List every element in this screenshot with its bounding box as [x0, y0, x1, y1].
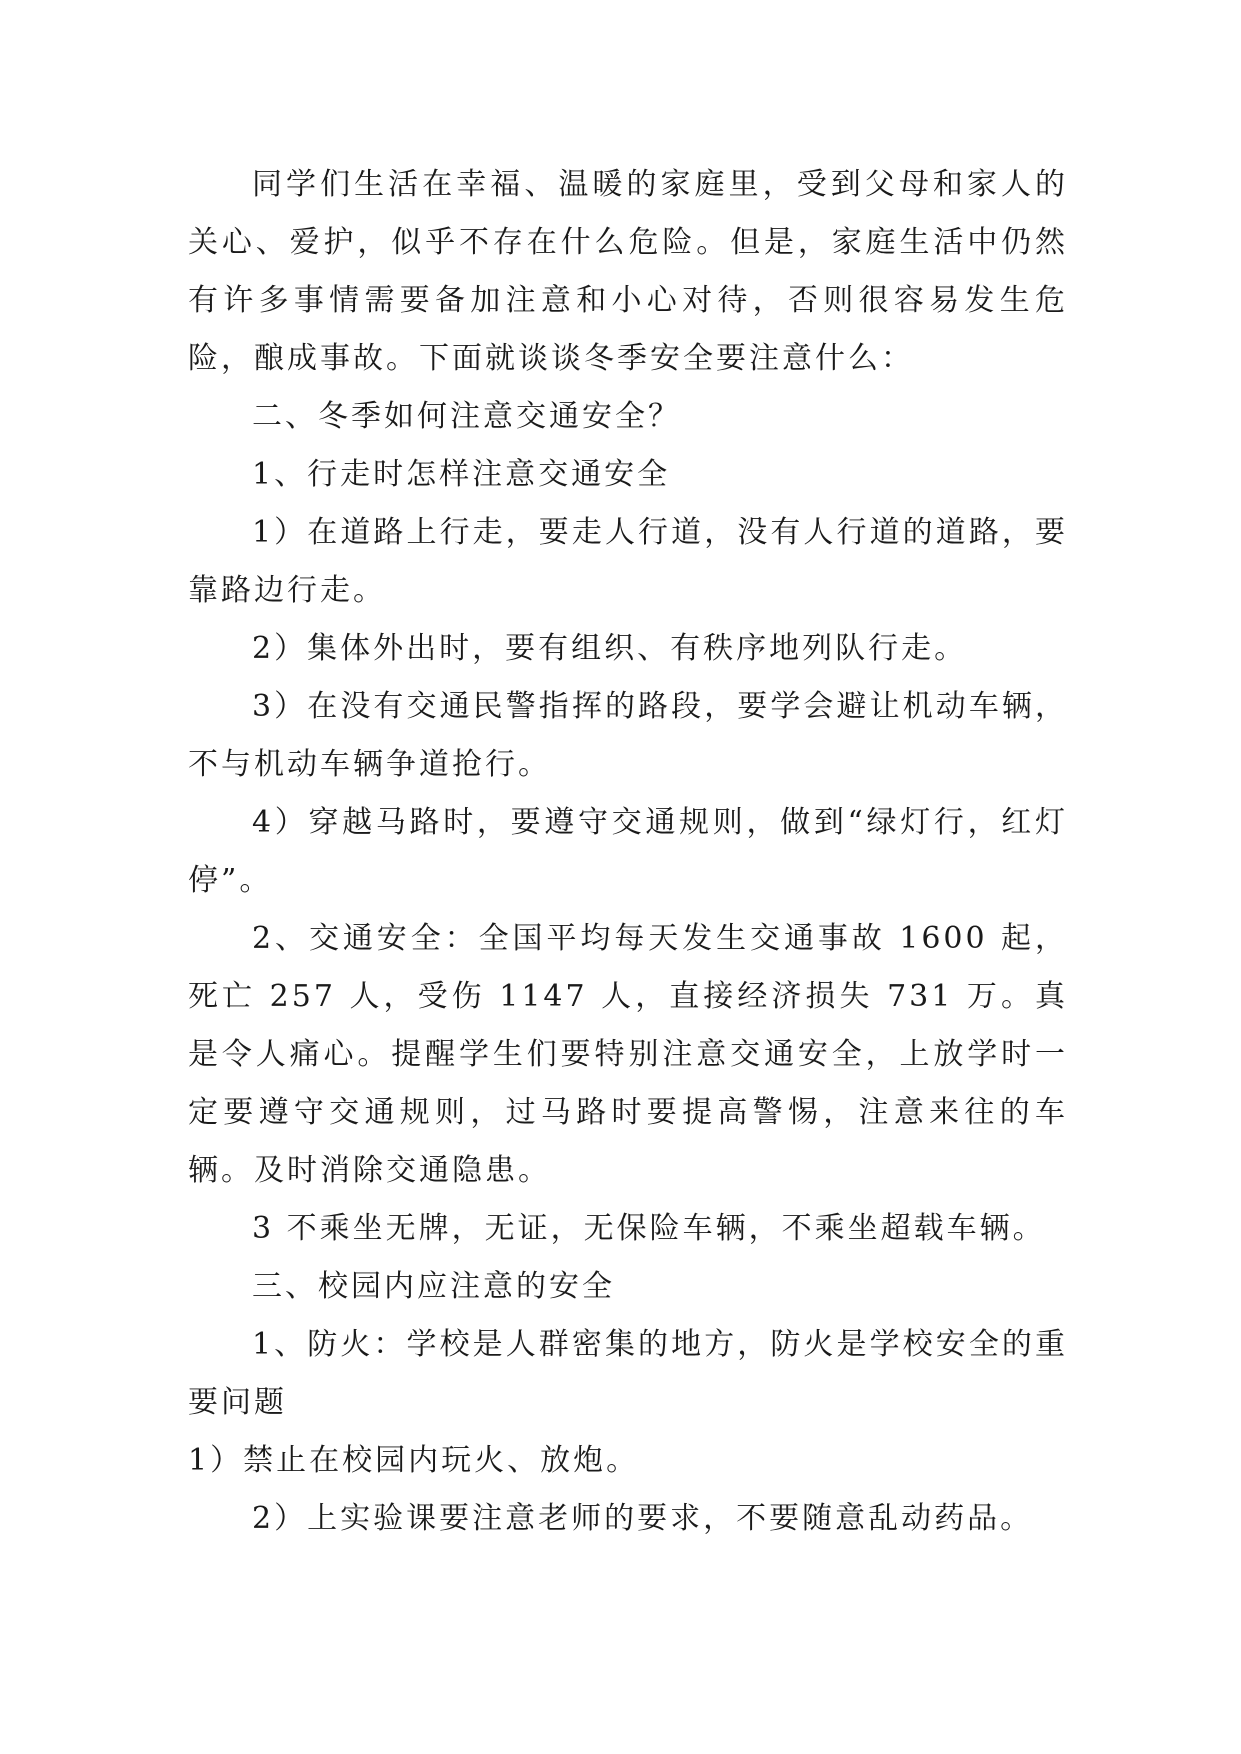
- list-item-group-outing: 2）集体外出时，要有组织、有秩序地列队行走。: [252, 631, 968, 666]
- list-item-yield-vehicles: 3）在没有交通民警指挥的路段，要学会避让机动车辆，不与机动车辆争道抢行。: [188, 689, 1068, 782]
- intro-paragraph: 同学们生活在幸福、温暖的家庭里，受到父母和家人的关心、爱护，似乎不存在什么危险。但是，家庭生活中仍然有许多事情需要备加注意和小心对待，否则很容易发生危险，酿成事故。下面就谈谈冬季安全要注意什么：: [188, 167, 1068, 376]
- list-item-walk-sidewalk: 1）在道路上行走，要走人行道，没有人行道的道路，要靠路边行走。: [188, 515, 1068, 608]
- list-item-cross-road: 4）穿越马路时，要遵守交通规则，做到“绿灯行，红灯停”。: [188, 805, 1068, 898]
- traffic-statistics-paragraph: 2、交通安全：全国平均每天发生交通事故 1600 起，死亡 257 人，受伤 1147 人，直接经济损失 731 万。真是令人痛心。提醒学生们要特别注意交通安全，上放学时一定要遵守交通规则，过马路时要提高警惕，注意来往的车辆。及时消除交通隐患。: [188, 921, 1068, 1188]
- document-body: [188, 156, 1068, 1548]
- list-item-lab-rules: 2）上实验课要注意老师的要求，不要随意乱动药品。: [252, 1501, 1034, 1536]
- section-heading-campus: 三、校园内应注意的安全: [252, 1269, 615, 1304]
- list-item-no-fire-play: 1）禁止在校园内玩火、放炮。: [188, 1443, 640, 1478]
- section-heading-traffic: 二、冬季如何注意交通安全？: [252, 399, 681, 434]
- subheading-fire-prevention: 1、防火：学校是人群密集的地方，防火是学校安全的重要问题: [188, 1327, 1068, 1420]
- list-item-no-unlicensed-vehicles: 3 不乘坐无牌，无证，无保险车辆，不乘坐超载车辆。: [252, 1211, 1046, 1246]
- subheading-walking-safety: 1、行走时怎样注意交通安全: [252, 457, 671, 492]
